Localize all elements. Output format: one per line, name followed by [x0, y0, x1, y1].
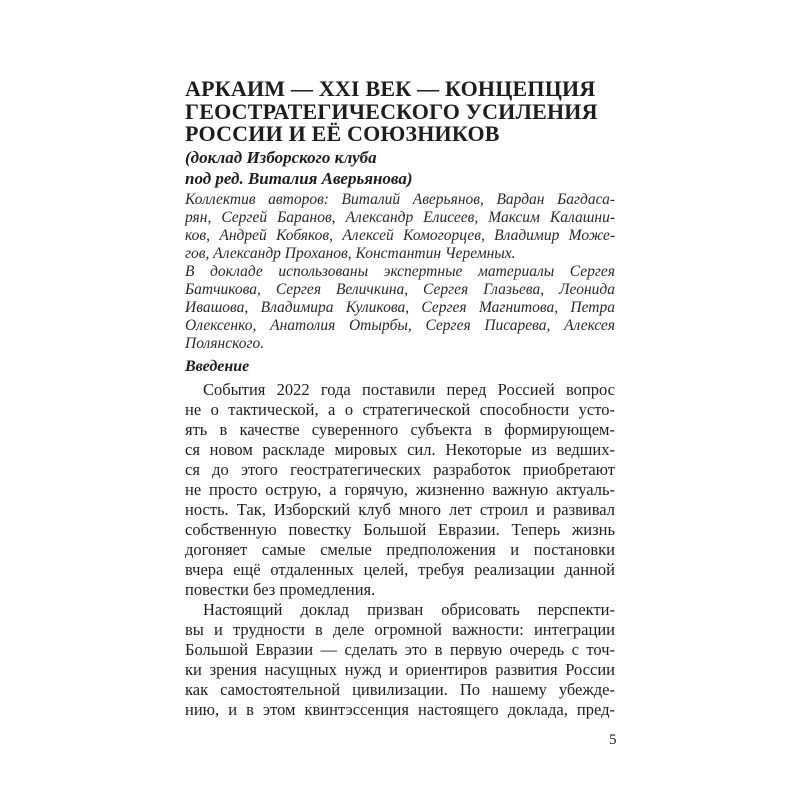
body-line: как самостоятельной цивилизации. По нашему убежде- — [185, 680, 615, 699]
section-heading: Введение — [185, 358, 250, 375]
body-line: не о тактической, а о стратегической способности усто- — [185, 400, 615, 419]
body-line: Настоящий доклад призван обрисовать перспекти- — [203, 600, 615, 619]
title-line: РОССИИ И ЕЁ СОЮЗНИКОВ — [185, 121, 500, 146]
body-line: повестки без промедления. — [185, 580, 376, 599]
authors-line: ков, Андрей Кобяков, Алексей Комогорцев, Владимир Може- — [185, 227, 615, 244]
authors-line: Батчикова, Сергея Величкина, Сергея Глазьева, Леонида — [185, 281, 615, 298]
body-line: ся до этого геостратегических разработок приобретают — [185, 460, 615, 479]
body-line: ся новом раскладе мировых сил. Некоторые из ведших- — [185, 440, 615, 459]
body-line: Большой Евразии — сделать это в первую очередь с точ- — [185, 640, 615, 659]
document-subtitle — [185, 147, 413, 189]
title-line: ГЕОСТРАТЕГИЧЕСКОГО УСИЛЕНИЯ — [185, 98, 598, 124]
body-line: ять в качестве суверенного субъекта в формирующем- — [185, 420, 615, 439]
subtitle-line: под ред. Виталия Аверьянова) — [185, 169, 413, 188]
body-line: не просто острую, а горячую, жизненно важную актуаль- — [185, 480, 615, 499]
document-title — [185, 78, 598, 146]
body-line: догоняет самые смелые предположения и постановки — [185, 540, 615, 559]
body-line: ность. Так, Изборский клуб много лет строил и развивал — [185, 500, 615, 519]
authors-block — [185, 191, 615, 353]
body-line: ки зрения насущных нужд и ориентиров развития России — [185, 660, 615, 679]
title-line: АРКАИМ — XXI ВЕК — КОНЦЕПЦИЯ — [185, 76, 596, 101]
authors-line: Олексенко, Анатолия Отырбы, Сергея Писарева, Алексея — [185, 317, 615, 334]
authors-line: гов, Александр Проханов, Константин Черемных. — [185, 245, 516, 262]
body-line: собственную повестку Большой Евразии. Теперь жизнь — [185, 520, 615, 539]
body-line: нию, и в этом квинтэссенция настоящего доклада, пред- — [185, 700, 615, 719]
authors-line: Ивашова, Владимира Куликова, Сергея Магнитова, Петра — [185, 299, 615, 316]
page-number: 5 — [609, 732, 617, 748]
authors-line: Полянского. — [185, 335, 265, 352]
authors-line: В докладе использованы экспертные материалы Сергея — [185, 263, 615, 280]
authors-line: Коллектив авторов: Виталий Аверьянов, Вардан Багдаса- — [185, 191, 615, 208]
subtitle-line: (доклад Изборского клуба — [185, 148, 377, 167]
body-text — [185, 380, 615, 720]
body-line: вы и трудности в деле огромной важности: интеграции — [185, 620, 615, 639]
authors-line: рян, Сергей Баранов, Александр Елисеев, Максим Калашни- — [185, 209, 615, 226]
body-line: вчера ещё отдаленных целей, требуя реализации данной — [185, 560, 615, 579]
body-line: События 2022 года поставили перед Россией вопрос — [203, 380, 615, 399]
